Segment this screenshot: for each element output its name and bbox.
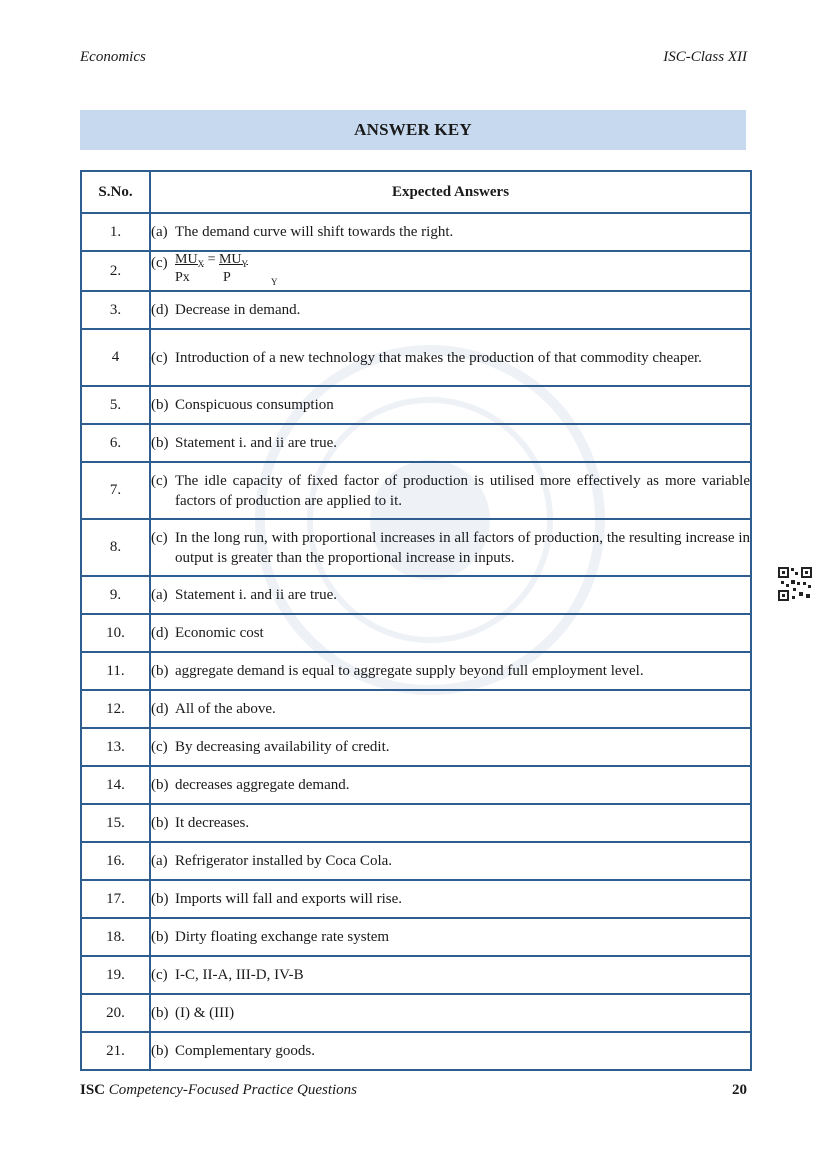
answer-text: Complementary goods. [175,1043,315,1059]
answer-option: (b) [151,815,169,831]
answer-text: The demand curve will shift towards the right. [175,224,454,240]
answer-option: (b) [151,397,169,413]
table-row [81,519,751,576]
header-class: ISC-Class XII [663,49,747,65]
row-sno: 9. [81,576,150,614]
row-sno: 19. [81,956,150,994]
row-answer [150,728,751,766]
column-header-sno: S.No. [81,171,150,213]
row-sno: 12. [81,690,150,728]
table-row [81,766,751,804]
row-answer [150,329,751,386]
row-answer [150,213,751,251]
answer-option: (b) [151,663,169,679]
answer-option: (b) [151,435,169,451]
answer-text: Introduction of a new technology that makes the production of that commodity cheaper. [175,349,702,366]
table-row [81,842,751,880]
table-row [81,614,751,652]
row-sno: 20. [81,994,150,1032]
row-answer [150,766,751,804]
answer-option: (c) [151,739,168,755]
header-subject: Economics [80,49,146,65]
row-answer [150,956,751,994]
table-row [81,690,751,728]
answer-option: (a) [151,587,168,603]
table-row [81,251,751,291]
row-sno: 10. [81,614,150,652]
table-row [81,956,751,994]
answer-text: (I) & (III) [175,1005,235,1021]
answer-text: By decreasing availability of credit. [175,739,390,755]
row-sno: 21. [81,1032,150,1070]
answer-option: (c) [151,472,168,489]
row-answer [150,291,751,329]
answer-option: (c) [151,255,168,272]
row-answer [150,614,751,652]
row-sno: 18. [81,918,150,956]
table-row [81,918,751,956]
row-answer [150,424,751,462]
answer-option: (b) [151,891,169,907]
answer-option: (d) [151,625,169,641]
footer-series-title: Competency-Focused Practice Questions [108,1082,358,1098]
answer-text: Refrigerator installed by Coca Cola. [175,853,393,869]
answer-text: In the long run, with proportional increases in all factors of production, the resulting increase in output is greater than the proportional increase in inputs. [175,529,750,566]
row-answer [150,652,751,690]
row-sno: 14. [81,766,150,804]
answer-option: (b) [151,1043,169,1059]
answer-key-title: ANSWER KEY [80,110,746,150]
row-sno: 6. [81,424,150,462]
table-row [81,291,751,329]
row-sno: 13. [81,728,150,766]
table-row [81,329,751,386]
row-answer [150,918,751,956]
answer-text: I-C, II-A, III-D, IV-B [175,967,304,983]
row-answer [150,251,751,291]
answer-option: (c) [151,529,168,546]
answer-text: Conspicuous consumption [175,397,334,413]
row-answer [150,804,751,842]
answer-text: Decrease in demand. [175,302,301,318]
answer-text: All of the above. [175,701,276,717]
answer-option: (c) [151,967,168,983]
table-row [81,880,751,918]
answer-text: Statement i. and ii are true. [175,587,338,603]
answer-option: (a) [151,224,168,240]
row-sno: 17. [81,880,150,918]
answer-option: (d) [151,302,169,318]
answer-text: Economic cost [175,625,264,641]
table-row [81,386,751,424]
answer-text: Imports will fall and exports will rise. [175,891,403,907]
table-row [81,424,751,462]
answer-option: (c) [151,349,168,366]
answer-option: (a) [151,853,168,869]
answer-text: decreases aggregate demand. [175,777,350,793]
row-sno: 8. [81,519,150,576]
row-sno: 2. [81,251,150,291]
row-answer [150,842,751,880]
table-row [81,213,751,251]
table-row [81,804,751,842]
footer-series [80,1082,357,1099]
table-row [81,728,751,766]
row-answer [150,519,751,576]
answer-option: (b) [151,1005,169,1021]
table-row [81,1032,751,1070]
row-answer [150,1032,751,1070]
row-answer [150,994,751,1032]
table-row [81,576,751,614]
answer-text: Dirty floating exchange rate system [175,929,390,945]
table-row [81,994,751,1032]
answer-text: The idle capacity of fixed factor of production is utilised more effectively as more variable factors of production are applied to it. [175,472,750,509]
answer-text: aggregate demand is equal to aggregate supply beyond full employment level. [175,663,644,679]
row-answer [150,462,751,519]
column-header-answers: Expected Answers [150,171,751,213]
answer-option: (b) [151,777,169,793]
answer-option: (b) [151,929,169,945]
footer-brand: ISC [80,1082,106,1098]
row-sno: 11. [81,652,150,690]
row-answer [150,576,751,614]
qr-code-icon[interactable] [777,566,813,602]
row-sno: 7. [81,462,150,519]
row-answer [150,690,751,728]
answer-option: (d) [151,701,169,717]
answer-text: It decreases. [175,815,250,831]
row-answer [150,386,751,424]
utility-formula: $MU_X = MU_Y$ Px P $_Y$ [175,252,278,287]
row-sno: 5. [81,386,150,424]
table-header-row [81,171,751,213]
row-sno: 16. [81,842,150,880]
row-answer [150,880,751,918]
row-sno: 1. [81,213,150,251]
table-row [81,462,751,519]
table-row [81,652,751,690]
row-sno: 15. [81,804,150,842]
row-sno: 4 [81,329,150,386]
answer-table [80,170,752,1071]
answer-text: Statement i. and ii are true. [175,435,338,451]
row-sno: 3. [81,291,150,329]
page-number: 20 [732,1082,747,1098]
